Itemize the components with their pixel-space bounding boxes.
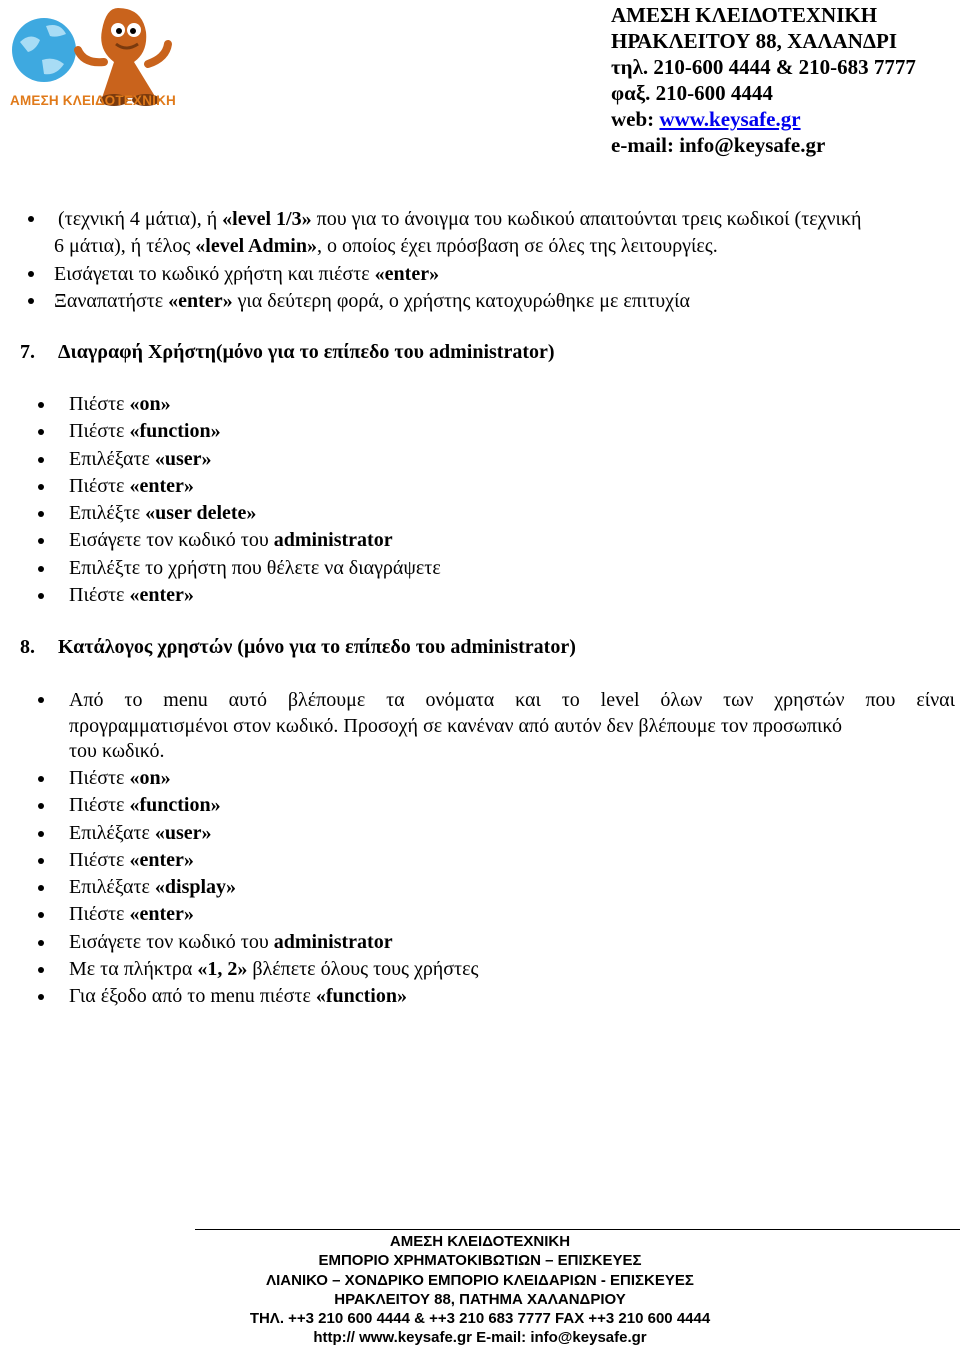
step-item	[69, 500, 441, 527]
step-text-bold: «function»	[315, 985, 407, 1007]
step-text-bold: «enter»	[129, 583, 194, 606]
step-text-bold: «enter»	[129, 848, 194, 871]
bullet	[28, 216, 34, 222]
step-text-bold: administrator	[273, 529, 393, 552]
company-header	[611, 2, 916, 158]
step-text-pre: Επιλέξατε	[69, 447, 155, 470]
step-item	[69, 901, 478, 928]
company-web	[611, 106, 916, 132]
web-link[interactable]: www.keysafe.gr	[659, 107, 801, 131]
bullet	[38, 566, 44, 572]
web-label: web:	[611, 107, 660, 131]
step-text-bold: «user»	[154, 447, 212, 470]
step-item	[69, 446, 441, 473]
step-text-pre: Πιέστε	[69, 767, 130, 789]
step-text-pre: Επιλέξτε το χρήστη που θέλετε να διαγράψετε	[69, 556, 441, 579]
step-text-bold: «function»	[129, 420, 221, 443]
step-text-bold: «on»	[129, 767, 171, 789]
company-phone: τηλ. 210-600 4444 & 210-683 7777	[611, 55, 916, 79]
bullet	[38, 697, 44, 703]
bullet	[38, 457, 44, 463]
step-item	[69, 792, 478, 819]
step-text-bold: «function»	[129, 794, 221, 817]
bullet	[38, 940, 44, 946]
section-8-para-line-2: προγραμματισμένοι στον κωδικό. Προσοχή σε κανέναν από αυτόν δεν βλέπουμε τον προσωπικό	[69, 715, 843, 737]
step-text-bold: «enter»	[129, 903, 194, 926]
section-8-para-line-1: Από το menu αυτό βλέπουμε τα ονόματα και το level όλων των χρηστών που είναι	[69, 689, 955, 711]
step-text-bold: «1, 2»	[197, 957, 248, 980]
step-text-bold: «enter»	[129, 474, 194, 497]
bullet	[38, 402, 44, 408]
bullet	[38, 429, 44, 435]
step-text-pre: Πιέστε	[69, 393, 130, 415]
step-text-bold: administrator	[273, 930, 393, 953]
step-item	[69, 527, 441, 554]
bullet	[38, 885, 44, 891]
intro-item-confirm: Ξαναπατήστε «enter» για δεύτερη φορά, ο χρήστης κατοχυρώθηκε με επιτυχία	[54, 290, 690, 312]
step-item	[69, 555, 441, 582]
step-text-bold: «on»	[129, 393, 171, 415]
step-item	[69, 956, 478, 983]
step-text-pre: Επιλέξτε	[69, 502, 146, 524]
company-name: ΑΜΕΣΗ ΚΛΕΙΔΟΤΕΧΝΙΚΗ	[611, 3, 878, 27]
step-text-bold: «display»	[154, 876, 237, 898]
bullet	[38, 858, 44, 864]
step-text-post: βλέπετε όλους τους χρήστες	[247, 957, 479, 980]
bullet	[28, 298, 34, 304]
section-8-number: 8.	[20, 636, 35, 658]
step-text-pre: Πιέστε	[69, 903, 130, 926]
bullet	[38, 511, 44, 517]
intro-line-1: (τεχνική 4 μάτια), ή «level 1/3» που για το άνοιγμα του κωδικού απαιτούνται τρεις κωδικοί (τεχνική	[58, 208, 862, 230]
company-address: ΗΡΑΚΛΕΙΤΟΥ 88, ΧΑΛΑΝΔΡΙ	[611, 29, 898, 53]
bullet	[38, 831, 44, 837]
section-8-title: Κατάλογος χρηστών (μόνο για το επίπεδο του administrator)	[58, 636, 576, 658]
footer-line-5: ΤΗΛ. ++3 210 600 4444 & ++3 210 683 7777 FAX ++3 210 600 4444	[249, 1310, 711, 1328]
step-item	[69, 418, 441, 445]
footer-divider	[195, 1229, 960, 1230]
footer-line-6: http:// www.keysafe.gr E-mail: info@keysafe.gr	[313, 1329, 647, 1347]
step-item	[69, 473, 441, 500]
company-fax: φαξ. 210-600 4444	[611, 81, 773, 105]
footer-line-2: ΕΜΠΟΡΙΟ ΧΡΗΜΑΤΟΚΙΒΩΤΙΩΝ – ΕΠΙΣΚΕΥΕΣ	[318, 1252, 642, 1270]
section-8-steps	[69, 765, 478, 1010]
step-item	[69, 929, 478, 956]
bullet	[38, 484, 44, 490]
step-text-pre: Επιλέξατε	[69, 821, 155, 844]
section-7-steps	[69, 391, 441, 609]
intro-item-enter: Εισάγεται το κωδικό χρήστη και πιέστε «enter»	[54, 263, 440, 285]
bullet	[38, 803, 44, 809]
step-item	[69, 847, 478, 874]
step-text-pre: Επιλέξατε	[69, 876, 155, 898]
step-text-pre: Πιέστε	[69, 420, 130, 443]
step-item	[69, 820, 478, 847]
bullet	[28, 271, 34, 277]
bullet	[38, 967, 44, 973]
step-text-pre: Με τα πλήκτρα	[69, 957, 198, 980]
step-item	[69, 765, 478, 792]
step-item	[69, 874, 478, 901]
step-text-bold: «user»	[154, 821, 212, 844]
step-text-pre: Εισάγετε τον κωδικό του	[69, 930, 274, 953]
step-text-pre: Για έξοδο από το menu πιέστε	[69, 985, 316, 1007]
step-text-pre: Εισάγετε τον κωδικό του	[69, 529, 274, 552]
step-item	[69, 983, 478, 1010]
section-7-number: 7.	[20, 341, 35, 363]
bullet	[38, 593, 44, 599]
step-text-pre: Πιέστε	[69, 848, 130, 871]
step-text-pre: Πιέστε	[69, 794, 130, 817]
bullet	[38, 912, 44, 918]
footer-line-3: ΛΙΑΝΙΚΟ – ΧΟΝΔΡΙΚΟ ΕΜΠΟΡΙΟ ΚΛΕΙΔΑΡΙΩΝ - ΕΠΙΣΚΕΥΕΣ	[266, 1271, 694, 1289]
footer-line-4: ΗΡΑΚΛΕΙΤΟΥ 88, ΠΑΤΗΜΑ ΧΑΛΑΝΔΡΙΟΥ	[334, 1290, 626, 1308]
bullet	[38, 776, 44, 782]
intro-line-2: 6 μάτια), ή τέλος «level Admin», ο οποίος έχει πρόσβαση σε όλες της λειτουργίες.	[54, 235, 718, 257]
company-email: e-mail: info@keysafe.gr	[611, 133, 826, 157]
step-text-pre: Πιέστε	[69, 583, 130, 606]
logo-caption: ΑΜΕΣΗ ΚΛΕΙΔΟΤΕΧΝΙΚΗ	[10, 93, 177, 108]
bullet	[38, 994, 44, 1000]
footer	[0, 1232, 960, 1348]
step-text-bold: «user delete»	[145, 502, 257, 524]
step-item	[69, 582, 441, 609]
section-8-para-line-3: του κωδικό.	[69, 740, 165, 762]
section-7-title: Διαγραφή Χρήστη(μόνο για το επίπεδο του administrator)	[58, 341, 555, 363]
footer-line-1: ΑΜΕΣΗ ΚΛΕΙΔΟΤΕΧΝΙΚΗ	[389, 1233, 571, 1250]
bullet	[38, 538, 44, 544]
step-text-pre: Πιέστε	[69, 474, 130, 497]
step-item	[69, 391, 441, 418]
